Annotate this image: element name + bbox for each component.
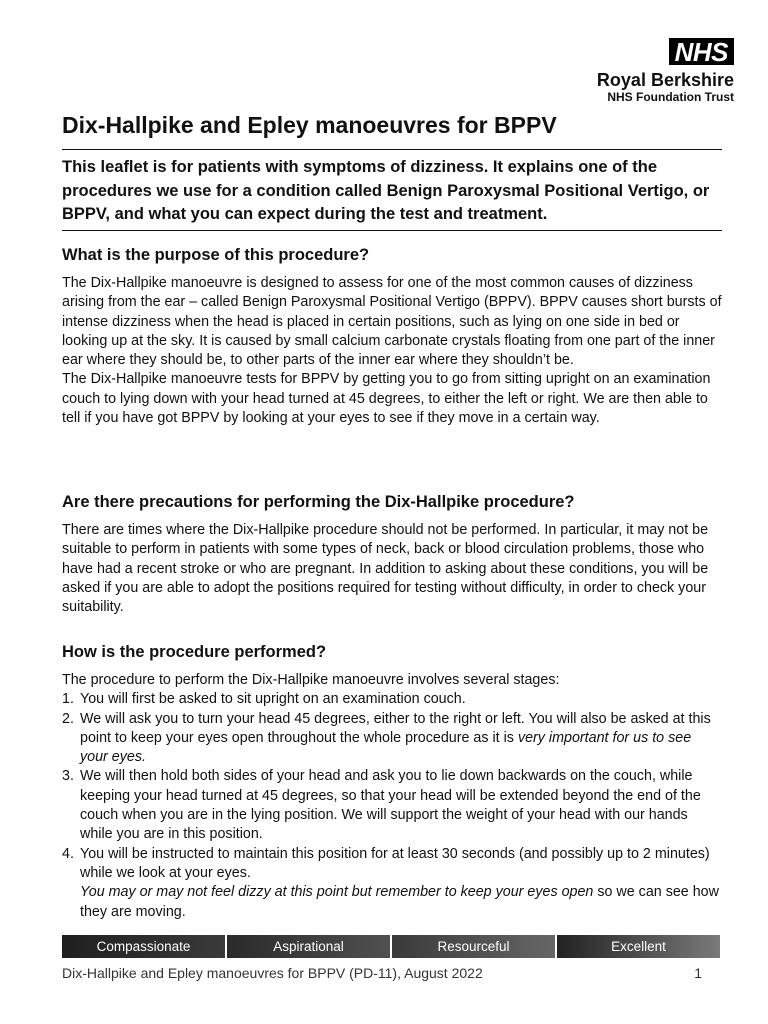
paragraph: The Dix-Hallpike manoeuvre tests for BPPV by getting you to go from sitting upright on an examination couch to lying down with your head turned at 45 degrees, to either the left or right. We are then able to tell if you have got BPPV by looking at your eyes to see if they move in a certain way.	[62, 371, 711, 427]
section-purpose	[62, 244, 722, 428]
section-heading: Are there precautions for performing the Dix-Hallpike procedure?	[62, 493, 575, 511]
trust-logo	[597, 38, 734, 104]
step-number: 3.	[62, 768, 74, 785]
paragraph: The procedure to perform the Dix-Hallpike manoeuvre involves several stages:	[62, 672, 560, 688]
list-item	[62, 710, 722, 768]
step-number: 1.	[62, 691, 74, 708]
org-name: Royal Berkshire	[596, 70, 734, 90]
section-precautions	[62, 491, 722, 617]
list-item	[62, 845, 722, 922]
step-emphasis: You may or may not feel dizzy at this point but remember to keep your eyes open	[80, 884, 594, 901]
step-text: You will first be asked to sit upright on an examination couch.	[80, 691, 466, 708]
value-excellent: Excellent	[557, 935, 720, 958]
value-resourceful: Resourceful	[392, 935, 555, 958]
value-compassionate: Compassionate	[62, 935, 225, 958]
section-heading: How is the procedure performed?	[62, 643, 327, 661]
paragraph: There are times where the Dix-Hallpike procedure should not be performed. In particular, it may not be suitable to perform in patients with some types of neck, back or blood circulation problems, those who have had a recent stroke or who are pregnant. In addition to asking about these conditions, you will be asked if you are able to adopt the positions required for testing without difficulty, in order to check your suitability.	[62, 522, 709, 616]
step-emphasis: very important for us to see your eyes.	[80, 729, 692, 766]
page-footer	[62, 964, 702, 982]
list-item	[62, 690, 722, 709]
step-text-tail: so we can see how they are moving.	[80, 884, 719, 920]
org-subtitle: NHS Foundation Trust	[607, 90, 734, 104]
paragraph: The Dix-Hallpike manoeuvre is designed to assess for one of the most common causes of dizziness arising from the ear – called Benign Paroxysmal Positional Vertigo (BPPV). BPPV causes short bursts of intense dizziness when the head is placed in certain positions, such as lying on one side in bed or looking up at the sky. It is caused by small calcium carbonate crystals floating from one part of the inner ear where they should be, to other parts of the inner ear where they shouldn’t be.	[62, 275, 722, 369]
intro-summary: This leaflet is for patients with symptoms of dizziness. It explains one of the procedures we use for a condition called Benign Paroxysmal Positional Vertigo, or BPPV, and what you can expect during the test and treatment.	[62, 158, 710, 223]
title-divider	[62, 149, 722, 150]
page-number: 1	[694, 965, 702, 981]
nhs-logo: NHS	[669, 38, 734, 65]
intro-divider	[62, 230, 722, 231]
step-text: We will ask you to turn your head 45 degrees, either to the right or left. You will also be asked at this point to keep your eyes open throughout the whole procedure as it is	[80, 710, 711, 746]
section-heading: What is the purpose of this procedure?	[62, 246, 370, 264]
footer-text: Dix-Hallpike and Epley manoeuvres for BPPV (PD-11), August 2022	[62, 965, 483, 981]
step-text: You will be instructed to maintain this position for at least 30 seconds (and possibly up to 2 minutes) while we look at your eyes.	[80, 845, 710, 881]
step-number: 2.	[62, 710, 74, 727]
step-text: We will then hold both sides of your head and ask you to lie down backwards on the couch, while keeping your head turned at 45 degrees, so that your head will be extended beyond the end of the couch when you are in the lying position. We will support the weight of your head with our hands while you are in this position.	[80, 768, 701, 843]
step-number: 4.	[62, 845, 74, 862]
values-bar	[62, 935, 720, 958]
value-aspirational: Aspirational	[227, 935, 390, 958]
procedure-steps	[62, 690, 722, 922]
document-title: Dix-Hallpike and Epley manoeuvres for BPPV	[62, 112, 557, 138]
list-item	[62, 767, 722, 844]
section-procedure	[62, 641, 722, 922]
